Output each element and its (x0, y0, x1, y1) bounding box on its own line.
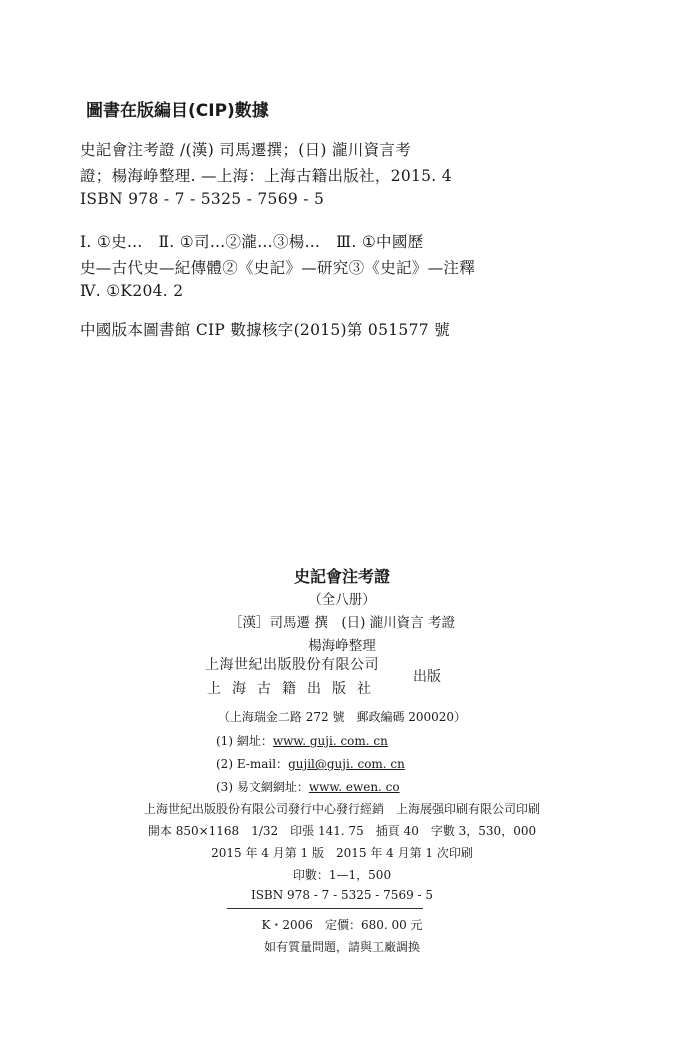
distribution-line: 上海世紀出版股份有限公司發行中心發行經銷 上海展强印刷有限公司印刷 (143, 802, 540, 816)
cip-isbn: ISBN 978 - 7 - 5325 - 7569 - 5 (80, 190, 325, 208)
website-line (216, 732, 388, 749)
price-line: K・2006 定價：680. 00 元 (261, 918, 423, 932)
cip-line-1: 史記會注考證 /(漢) 司馬遷撰；(日) 瀧川資言考 (80, 141, 411, 159)
email-link[interactable]: gujil@guji. com. cn (288, 757, 405, 771)
yiwen-link[interactable]: www. ewen. co (308, 780, 400, 794)
print-run-line: 印數：1—1，500 (292, 868, 392, 882)
publisher-block (205, 654, 465, 700)
cip-line-5: 史—古代史—紀傳體②《史記》—研究③《史記》—注釋 (80, 259, 476, 277)
cip-line-4: Ⅰ. ①史… Ⅱ. ①司…②瀧…③楊… Ⅲ. ①中國歷 (80, 233, 424, 251)
email-line (216, 755, 405, 772)
specs-line: 開本 850×1168 1/32 印張 141. 75 插頁 40 字數 3，530，000 (147, 824, 537, 838)
notice-line: 如有質量問題，請與工廠調换 (263, 940, 420, 954)
authors-line: ［漢］司馬遷 撰 (日) 瀧川資言 考證 (229, 615, 455, 631)
publisher-group: 上海世紀出版股份有限公司 (205, 657, 379, 673)
isbn-line: ISBN 978 - 7 - 5325 - 7569 - 5 (250, 888, 434, 902)
editor-line: 楊海峥整理 (308, 638, 376, 654)
cip-line-2: 證；楊海峥整理. —上海：上海古籍出版社，2015. 4 (80, 167, 452, 185)
publisher-address: （上海瑞金二路 272 號 郵政編碼 200020） (217, 710, 467, 724)
book-title: 史記會注考證 (293, 567, 390, 586)
website-label: (1) 網址： (216, 734, 273, 748)
email-label: (2) E-mail： (216, 757, 289, 771)
yiwen-label: (3) 易文網網址： (216, 780, 309, 794)
publisher-name: 上海古籍出版社 (207, 681, 382, 697)
website-link[interactable]: www. guji. com. cn (272, 734, 388, 748)
cip-line-6: Ⅳ. ①K204. 2 (80, 282, 184, 300)
yiwen-line (216, 778, 400, 795)
cip-record-number: 中國版本圖書館 CIP 數據核字(2015)第 051577 號 (80, 321, 450, 339)
cip-heading: 圖書在版編目(CIP)數據 (86, 101, 269, 121)
publish-label: 出版 (413, 669, 441, 685)
volume-count: （全八册） (308, 592, 376, 608)
edition-line: 2015 年 4 月第 1 版 2015 年 4 月第 1 次印刷 (211, 846, 473, 860)
isbn-divider (227, 908, 423, 909)
